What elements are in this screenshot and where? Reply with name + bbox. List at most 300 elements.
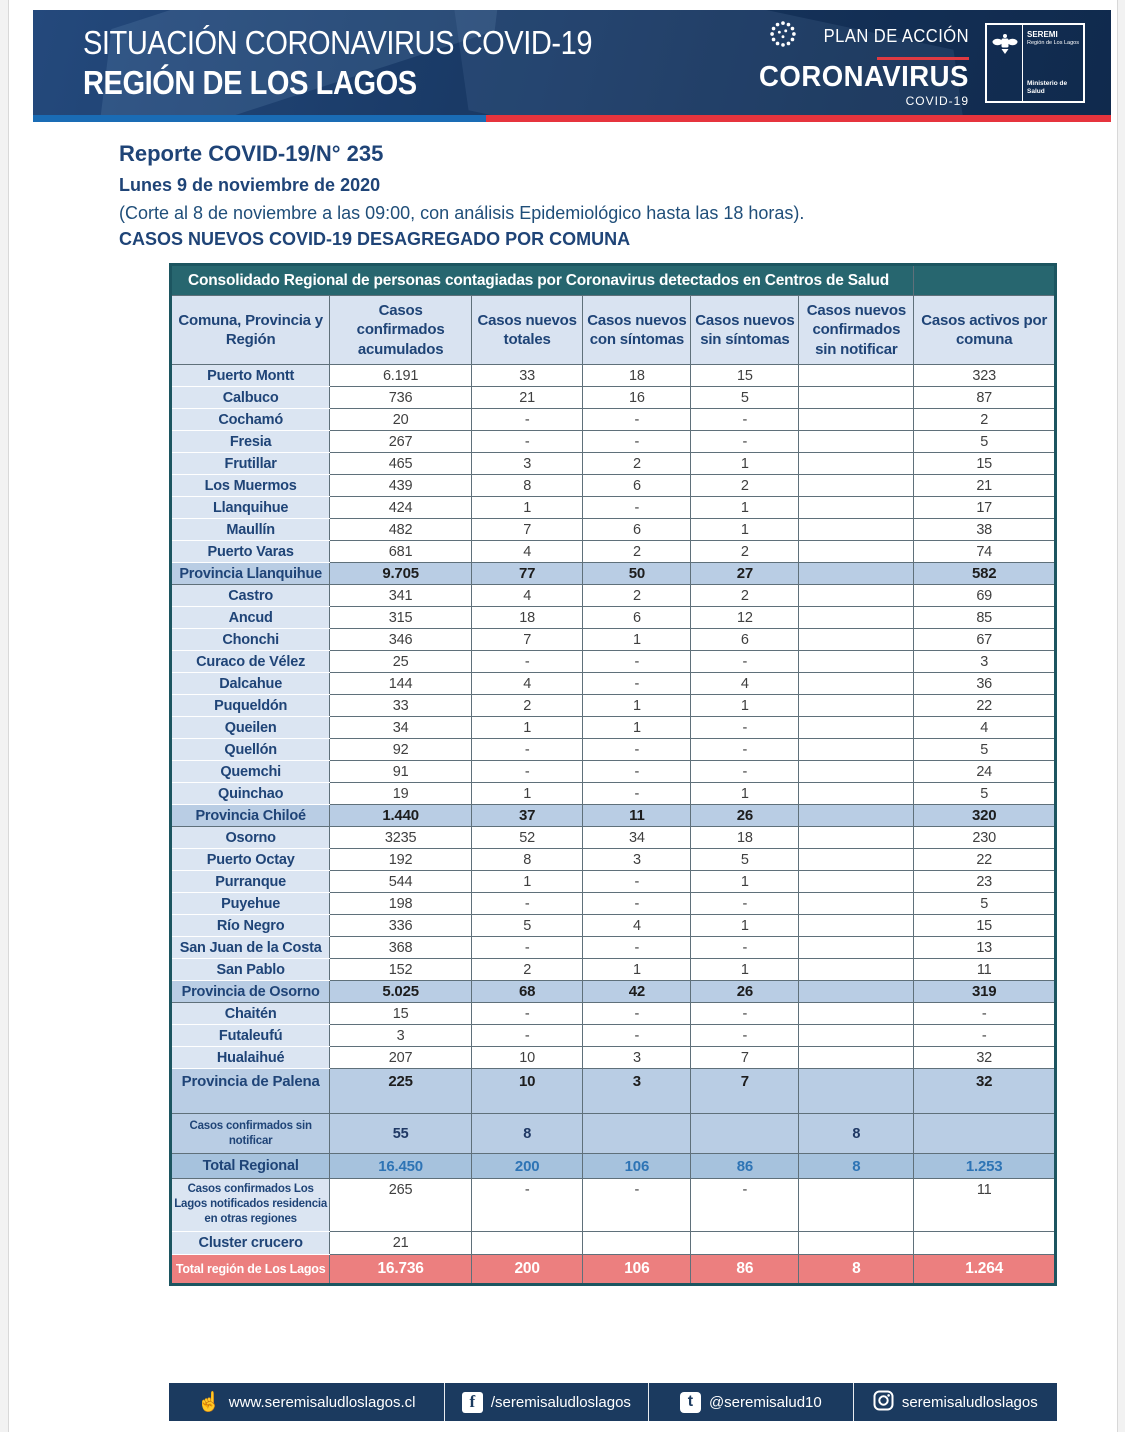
cell-value: - [583,937,691,959]
cell-value: 4 [471,585,583,607]
row-label: Maullín [171,519,330,541]
red-underline [877,57,969,60]
row-label: Los Muermos [171,475,330,497]
table-row [171,651,1056,673]
cell-value: - [471,409,583,431]
cell-value: 26 [691,805,799,827]
row-label: San Juan de la Costa [171,937,330,959]
cell-value: 23 [914,871,1056,893]
cell-value: 736 [330,387,472,409]
row-label: Casos confirmados sin notificar [171,1114,330,1154]
cell-value: 198 [330,893,472,915]
cell-value: 230 [914,827,1056,849]
cell-value: 15 [914,915,1056,937]
table-row [171,739,1056,761]
cell-value [799,783,914,805]
table-row [171,1114,1056,1154]
cell-value: 36 [914,673,1056,695]
cell-value: 424 [330,497,472,519]
cell-value: - [583,431,691,453]
cell-value [799,629,914,651]
cell-value: 200 [471,1154,583,1179]
column-header-row [171,296,1056,365]
cell-value: 346 [330,629,472,651]
table-row [171,607,1056,629]
coronavirus-wordmark: CORONAVIRUS [759,60,969,93]
cell-value: 6 [583,475,691,497]
cell-value: - [583,761,691,783]
website-label: www.seremisaludloslagos.cl [228,1393,416,1411]
row-label: Casos confirmados Los Lagos notificados residencia en otras regiones [171,1179,330,1232]
cell-value [799,827,914,849]
cell-value: 18 [691,827,799,849]
cell-value: 2 [583,541,691,563]
cell-value: - [691,893,799,915]
cell-value [799,365,914,387]
table-row [171,827,1056,849]
row-label: Cluster crucero [171,1232,330,1255]
cell-value: 6 [583,607,691,629]
cell-value: 19 [330,783,472,805]
cell-value: 52 [471,827,583,849]
cell-value: 681 [330,541,472,563]
row-label: Chonchi [171,629,330,651]
cell-value: 192 [330,849,472,871]
facebook-label: /seremisaludloslagos [490,1393,631,1411]
banner-title-line1: SITUACIÓN CORONAVIRUS COVID-19 [83,23,593,61]
cell-value: 323 [914,365,1056,387]
cell-value: - [583,1003,691,1025]
cell-value [914,1114,1056,1154]
instagram-label: seremisaludloslagos [901,1393,1038,1411]
cell-value: 21 [471,387,583,409]
cell-value: 34 [583,827,691,849]
cell-value: 69 [914,585,1056,607]
row-label: Puqueldón [171,695,330,717]
cell-value [799,717,914,739]
cell-value [471,1232,583,1255]
row-label: Provincia Llanquihue [171,563,330,585]
virus-icon [763,18,803,55]
cell-value: 465 [330,453,472,475]
cell-value: 1 [471,871,583,893]
table-row [171,453,1056,475]
row-label: Llanquihue [171,497,330,519]
hand-cursor-icon: ☝ [197,1391,221,1413]
cell-value: 200 [471,1255,583,1285]
cell-value [799,541,914,563]
table-row [171,849,1056,871]
cell-value [799,585,914,607]
cell-value: 87 [914,387,1056,409]
cell-value: - [471,1179,583,1232]
cell-value: - [691,1025,799,1047]
cell-value [799,453,914,475]
cell-value: 1 [691,519,799,541]
cell-value: - [691,739,799,761]
cell-value: 25 [330,651,472,673]
cell-value: - [583,893,691,915]
cell-value: 482 [330,519,472,541]
instagram-icon [873,1390,894,1415]
banner-title-line2: REGIÓN DE LOS LAGOS [83,63,417,101]
row-label: San Pablo [171,959,330,981]
row-label: Provincia de Osorno [171,981,330,1003]
cell-value: 1 [583,717,691,739]
cases-table [169,263,1057,1286]
cell-value: 1 [691,959,799,981]
cell-value: 319 [914,981,1056,1003]
cell-value: - [691,651,799,673]
cell-value: 77 [471,563,583,585]
blue-strip [33,115,486,122]
cell-value: 5.025 [330,981,472,1003]
cell-value: 207 [330,1047,472,1069]
cell-value [799,937,914,959]
cell-value: - [691,761,799,783]
cell-value: 85 [914,607,1056,629]
cell-value: 10 [471,1047,583,1069]
cell-value: 86 [691,1255,799,1285]
cell-value: - [691,409,799,431]
cell-value: 33 [471,365,583,387]
cell-value: 2 [691,585,799,607]
cell-value: - [583,673,691,695]
cell-value: 7 [691,1069,799,1114]
row-label: Quellón [171,739,330,761]
cell-value: 1 [471,717,583,739]
row-label: Curaco de Vélez [171,651,330,673]
report-page [8,0,1118,1432]
cell-value: - [914,1025,1056,1047]
cell-value: - [583,409,691,431]
table-body [171,365,1056,1285]
cell-value: 544 [330,871,472,893]
twitter-label: @seremisalud10 [708,1393,822,1411]
cell-value: 4 [471,541,583,563]
row-label: Ancud [171,607,330,629]
row-label: Dalcahue [171,673,330,695]
instagram-link[interactable] [854,1383,1057,1421]
cell-value: 439 [330,475,472,497]
cell-value: 16 [583,387,691,409]
cell-value [799,387,914,409]
cell-value: 3 [471,453,583,475]
table-row [171,365,1056,387]
report-date: Lunes 9 de noviembre de 2020 [119,175,381,195]
table-row [171,805,1056,827]
row-label: Puerto Varas [171,541,330,563]
row-label: Total Regional [171,1154,330,1179]
table-row [171,1003,1056,1025]
table-row [171,541,1056,563]
cell-value: 3 [914,651,1056,673]
table-row [171,959,1056,981]
table-title: Consolidado Regional de personas contagiadas por Coronavirus detectados en Centros de Salud [171,265,914,296]
cell-value: - [691,937,799,959]
table-row [171,695,1056,717]
cell-value: - [691,431,799,453]
cell-value: 267 [330,431,472,453]
table-row [171,1025,1056,1047]
cell-value: 5 [914,783,1056,805]
banner-accent-strip [33,115,1111,122]
red-strip [486,115,1111,122]
cell-value [799,959,914,981]
cell-value: 336 [330,915,472,937]
cell-value: 17 [914,497,1056,519]
cell-value [799,607,914,629]
cell-value: 22 [914,695,1056,717]
cell-value: 106 [583,1154,691,1179]
covid19-wordmark: COVID-19 [905,93,969,108]
cell-value: 144 [330,673,472,695]
cell-value: 341 [330,585,472,607]
ministerio-label: Ministerio de Salud [1027,79,1068,95]
table-row [171,1047,1056,1069]
cell-value: 1.440 [330,805,472,827]
row-label: Osorno [171,827,330,849]
column-header: Casos confirmados acumulados [330,296,472,365]
cell-value: 1 [471,783,583,805]
table-row [171,585,1056,607]
row-label: Chaitén [171,1003,330,1025]
chile-coat-of-arms-icon [987,25,1023,101]
cell-value: - [471,431,583,453]
cell-value: 11 [583,805,691,827]
row-label: Río Negro [171,915,330,937]
cell-value [799,981,914,1003]
row-label: Fresia [171,431,330,453]
cell-value [799,497,914,519]
cell-value [799,805,914,827]
table-row [171,431,1056,453]
cell-value: - [583,1179,691,1232]
table-row [171,937,1056,959]
cell-value: 6.191 [330,365,472,387]
cell-value: 34 [330,717,472,739]
cell-value: 6 [691,629,799,651]
cell-value: 1 [691,783,799,805]
row-label: Puyehue [171,893,330,915]
cell-value: 1 [691,695,799,717]
cases-table-wrapper [169,263,1057,1286]
cell-value [799,409,914,431]
cell-value [799,761,914,783]
cell-value: 1 [471,497,583,519]
cell-value: - [471,893,583,915]
cell-value: 21 [330,1232,472,1255]
table-row [171,981,1056,1003]
cell-value: 3 [583,1069,691,1114]
ministry-of-health-logo [985,23,1085,103]
cell-value: 7 [691,1047,799,1069]
website-link[interactable] [169,1383,445,1421]
cell-value: 13 [914,937,1056,959]
cell-value: - [691,1179,799,1232]
ministry-logo-text [1023,25,1083,101]
row-label: Quinchao [171,783,330,805]
cell-value: 33 [330,695,472,717]
cell-value: 1 [583,959,691,981]
cell-value: 68 [471,981,583,1003]
cell-value: 5 [691,387,799,409]
cell-value: - [471,739,583,761]
cell-value: 50 [583,563,691,585]
cell-value: 2 [691,475,799,497]
column-header: Casos nuevos confirmados sin notificar [799,296,914,365]
cell-value: 582 [914,563,1056,585]
cell-value: 6 [583,519,691,541]
cell-value: 26 [691,981,799,1003]
cell-value [914,1232,1056,1255]
cell-value [799,651,914,673]
row-label: Provincia de Palena [171,1069,330,1114]
table-row [171,629,1056,651]
table-row [171,1179,1056,1232]
cell-value: 37 [471,805,583,827]
cell-value: 92 [330,739,472,761]
cell-value: 15 [330,1003,472,1025]
cell-value: 86 [691,1154,799,1179]
cutoff-note: (Corte al 8 de noviembre a las 09:00, con análisis Epidemiológico hasta las 18 horas). [119,203,805,223]
cell-value: - [914,1003,1056,1025]
table-row [171,1232,1056,1255]
cell-value: 11 [914,959,1056,981]
cell-value: 1 [691,915,799,937]
cell-value: 16.736 [330,1255,472,1285]
cell-value: - [471,937,583,959]
header-banner [33,10,1111,115]
cell-value: 16.450 [330,1154,472,1179]
cell-value: 5 [691,849,799,871]
table-row [171,1069,1056,1114]
table-row [171,893,1056,915]
cell-value: - [471,1003,583,1025]
cell-value [799,1179,914,1232]
column-header: Casos nuevos sin síntomas [691,296,799,365]
seremi-label: SEREMI [1027,29,1058,39]
facebook-link[interactable] [445,1383,649,1421]
cell-value: 1.264 [914,1255,1056,1285]
cell-value [799,431,914,453]
row-label: Puerto Montt [171,365,330,387]
row-label: Puerto Octay [171,849,330,871]
twitter-link[interactable] [649,1383,853,1421]
cell-value: 18 [583,365,691,387]
cell-value: 1 [691,871,799,893]
cell-value: 12 [691,607,799,629]
cell-value: - [691,717,799,739]
table-row [171,387,1056,409]
row-label: Cochamó [171,409,330,431]
plan-de-accion-label: PLAN DE ACCIÓN [823,25,969,46]
cell-value: 74 [914,541,1056,563]
cell-value: 8 [799,1114,914,1154]
cell-value: - [583,783,691,805]
cell-value [799,849,914,871]
cell-value: 2 [691,541,799,563]
column-header: Casos activos por comuna [914,296,1056,365]
cell-value: 21 [914,475,1056,497]
cell-value: 91 [330,761,472,783]
cell-value: 368 [330,937,472,959]
row-label: Total región de Los Lagos [171,1255,330,1285]
column-header: Comuna, Provincia y Región [171,296,330,365]
table-row [171,519,1056,541]
cell-value: 8 [799,1154,914,1179]
banner-logos [748,18,1111,108]
cell-value [799,739,914,761]
cell-value: 1 [691,497,799,519]
plan-de-accion-logo [748,18,969,108]
cell-value: 9.705 [330,563,472,585]
section-subtitle: CASOS NUEVOS COVID-19 DESAGREGADO POR COMUNA [119,229,631,249]
report-number: Reporte COVID-19/N° 235 [119,141,384,166]
table-title-row [171,265,1056,296]
cell-value: 4 [914,717,1056,739]
cell-value: 4 [583,915,691,937]
cell-value [799,871,914,893]
cell-value: 1 [691,453,799,475]
cell-value [799,673,914,695]
cell-value: 265 [330,1179,472,1232]
cell-value [583,1114,691,1154]
table-row [171,409,1056,431]
cell-value: 10 [471,1069,583,1114]
facebook-icon: f [462,1392,483,1413]
cell-value: 225 [330,1069,472,1114]
cell-value: 8 [471,475,583,497]
row-label: Provincia Chiloé [171,805,330,827]
row-label: Queilen [171,717,330,739]
cell-value: 106 [583,1255,691,1285]
cell-value: 4 [691,673,799,695]
row-label: Quemchi [171,761,330,783]
cell-value: 38 [914,519,1056,541]
table-row [171,497,1056,519]
cell-value [799,695,914,717]
row-label: Futaleufú [171,1025,330,1047]
cell-value: - [471,761,583,783]
cell-value: 5 [914,431,1056,453]
cell-value: 3 [583,849,691,871]
table-row [171,717,1056,739]
table-row [171,673,1056,695]
row-label: Castro [171,585,330,607]
cell-value [799,1232,914,1255]
cell-value: - [583,651,691,673]
cell-value: 2 [471,695,583,717]
cell-value: 7 [471,629,583,651]
table-row [171,475,1056,497]
cell-value: 15 [914,453,1056,475]
cell-value: 8 [799,1255,914,1285]
cell-value [799,1047,914,1069]
column-header: Casos nuevos con síntomas [583,296,691,365]
table-row [171,563,1056,585]
cell-value [691,1114,799,1154]
row-label: Purranque [171,871,330,893]
cell-value: 3235 [330,827,472,849]
cell-value: 5 [471,915,583,937]
cell-value: 5 [914,739,1056,761]
cell-value: 24 [914,761,1056,783]
cell-value: 20 [330,409,472,431]
social-footer [169,1383,1057,1421]
table-row [171,783,1056,805]
twitter-icon: t [680,1392,701,1413]
